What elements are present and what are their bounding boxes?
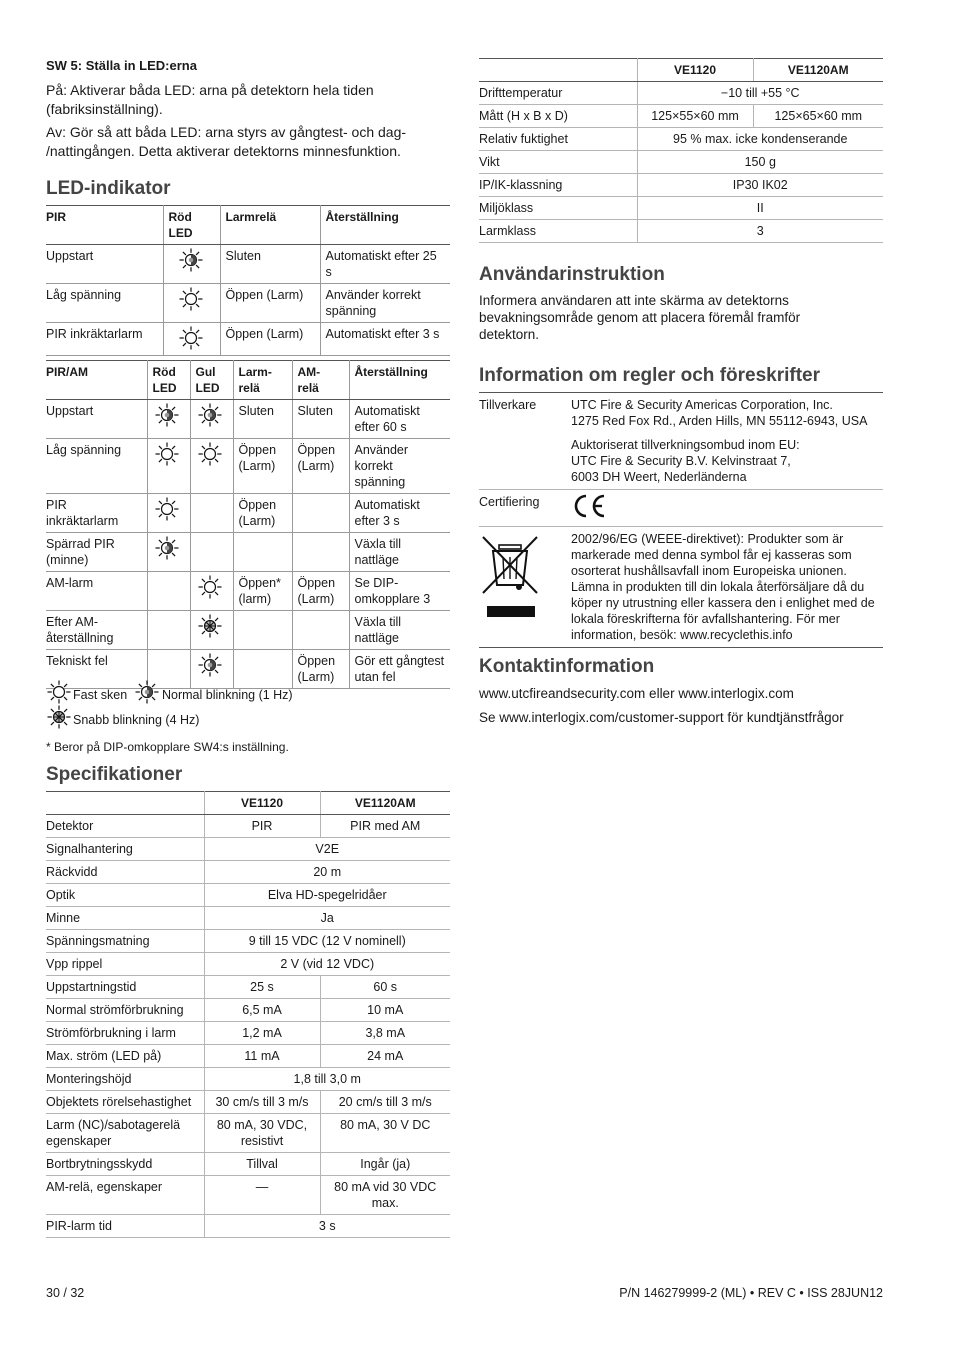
spec-value-ve1120: Tillval: [204, 1153, 320, 1176]
spec-value: Ja: [204, 907, 450, 930]
weee-bin-icon: [479, 531, 541, 621]
spec-value-ve1120: 125×55×60 mm: [637, 105, 753, 128]
alarm-relay-cell: Öppen (Larm): [220, 284, 320, 323]
spec-label: Max. ström (LED på): [46, 1045, 204, 1068]
col-header: Röd LED: [147, 361, 190, 400]
alarm-relay-cell: Sluten: [233, 400, 292, 439]
table-row: [46, 572, 450, 611]
spec-label: Larm (NC)/sabotagerelä egenskaper: [46, 1114, 204, 1153]
spec-value-ve1120am: 125×65×60 mm: [753, 105, 883, 128]
table-row: [46, 284, 450, 323]
table-row: [46, 245, 450, 284]
table-row: [46, 861, 450, 884]
row-label: Låg spänning: [46, 284, 163, 323]
spec-value: 1,8 till 3,0 m: [204, 1068, 450, 1091]
sw5-off-text: Av: Gör så att båda LED: arna styrs av gångtest- och dag- /nattingången. Detta aktiverar detektorns minnesfunktion.: [46, 124, 407, 159]
reset-cell: Använder korrekt spänning: [349, 439, 450, 494]
table-row: [46, 400, 450, 439]
spec-value-ve1120: 80 mA, 30 VDC, resistivt: [204, 1114, 320, 1153]
spec-label: AM-relä, egenskaper: [46, 1176, 204, 1215]
alarm-relay-cell: Sluten: [220, 245, 320, 284]
spec-value-ve1120am: 60 s: [320, 976, 450, 999]
specs-heading: Specifikationer: [46, 764, 183, 785]
alarm-relay-cell: [233, 533, 292, 572]
col-header: PIR/AM: [46, 361, 147, 400]
table-row: [479, 174, 883, 197]
am-relay-cell: Öppen (Larm): [292, 650, 349, 689]
col-header: Återställning: [349, 361, 450, 400]
red-led-cell: [163, 323, 220, 356]
spec-label: Bortbrytningsskydd: [46, 1153, 204, 1176]
table-row: [46, 976, 450, 999]
spec-label: Relativ fuktighet: [479, 128, 637, 151]
page-number: 30 / 32: [46, 1286, 85, 1300]
manufacturer-line: 1275 Red Fox Rd., Arden Hills, MN 55112-6943, USA: [571, 414, 868, 428]
table-row: [46, 1068, 450, 1091]
row-label: AM-larm: [46, 572, 147, 611]
user-heading: Användarinstruktion: [479, 264, 665, 285]
spec-value: V2E: [204, 838, 450, 861]
spec-value-ve1120: 30 cm/s till 3 m/s: [204, 1091, 320, 1114]
table-row: [46, 611, 450, 650]
red-led-cell: [147, 400, 190, 439]
spec-value-ve1120: 6,5 mA: [204, 999, 320, 1022]
led-solid-icon: [178, 286, 204, 312]
col-header: [46, 792, 204, 815]
legend-fast: Snabb blinkning (4 Hz): [73, 713, 200, 727]
spec-value-ve1120am: 10 mA: [320, 999, 450, 1022]
spec-label: Uppstartningstid: [46, 976, 204, 999]
am-relay-cell: Öppen (Larm): [292, 439, 349, 494]
part-number: P/N 146279999-2 (ML) • REV C • ISS 28JUN12: [619, 1286, 883, 1300]
spec-value: 3: [637, 220, 883, 243]
spec-label: Objektets rörelsehastighet: [46, 1091, 204, 1114]
table-row: [479, 197, 883, 220]
spec-value-ve1120am: 80 mA vid 30 VDC max.: [320, 1176, 450, 1215]
sw5-title: SW 5: Ställa in LED:erna: [46, 58, 197, 73]
col-header: Återställning: [320, 206, 450, 245]
reset-cell: Gör ett gångtest utan fel: [349, 650, 450, 689]
led-solid-icon: [178, 325, 204, 351]
eu-rep-line: 6003 DH Weert, Nederländerna: [571, 470, 747, 484]
led-heading: LED-indikator: [46, 178, 171, 199]
table-row: [46, 999, 450, 1022]
spec-value-ve1120: 1,2 mA: [204, 1022, 320, 1045]
red-led-cell: [147, 611, 190, 650]
spec-label: Spänningsmatning: [46, 930, 204, 953]
col-header: VE1120: [637, 59, 753, 82]
spec-value: II: [637, 197, 883, 220]
spec-value-ve1120am: 80 mA, 30 V DC: [320, 1114, 450, 1153]
table-row: [46, 439, 450, 494]
reset-cell: Se DIP- omkopplare 3: [349, 572, 450, 611]
yellow-led-cell: [190, 439, 233, 494]
row-label: Efter AM- återställning: [46, 611, 147, 650]
row-label: Spärrad PIR (minne): [46, 533, 147, 572]
red-led-cell: [147, 533, 190, 572]
spec-value: 20 m: [204, 861, 450, 884]
spec-value: 150 g: [637, 151, 883, 174]
regs-table: [479, 392, 883, 648]
spec-value: 2 V (vid 12 VDC): [204, 953, 450, 976]
spec-value-ve1120: 25 s: [204, 976, 320, 999]
spec-label: Mått (H x B x D): [479, 105, 637, 128]
table-row: [46, 930, 450, 953]
yellow-led-cell: [190, 400, 233, 439]
ce-mark-icon: [571, 494, 607, 518]
led-solid-icon: [46, 679, 72, 705]
spec-value: 9 till 15 VDC (12 V nominell): [204, 930, 450, 953]
spec-value: Elva HD-spegelridåer: [204, 884, 450, 907]
table-row: [46, 953, 450, 976]
table-row: [46, 1022, 450, 1045]
weee-symbol: [479, 527, 571, 648]
led-fast-icon: [46, 704, 72, 730]
regs-heading: Information om regler och föreskrifter: [479, 365, 821, 386]
table-row: [46, 1153, 450, 1176]
spec-label: Strömförbrukning i larm: [46, 1022, 204, 1045]
reset-cell: Använder korrekt spänning: [320, 284, 450, 323]
table-row: [46, 323, 450, 356]
yellow-led-cell: [190, 533, 233, 572]
alarm-relay-cell: [233, 611, 292, 650]
table-row: [46, 1176, 450, 1215]
spec-value: 3 s: [204, 1215, 450, 1238]
environment-table: [479, 58, 883, 243]
spec-value-ve1120: —: [204, 1176, 320, 1215]
col-header: [479, 59, 637, 82]
yellow-led-cell: [190, 572, 233, 611]
spec-label: Monteringshöjd: [46, 1068, 204, 1091]
col-header: Larm- relä: [233, 361, 292, 400]
eu-rep-line: Auktoriserat tillverkningsombud inom EU:: [571, 438, 800, 452]
reset-cell: Automatiskt efter 60 s: [349, 400, 450, 439]
spec-value-ve1120am: PIR med AM: [320, 815, 450, 838]
alarm-relay-cell: Öppen* (larm): [233, 572, 292, 611]
table-row: [479, 220, 883, 243]
led-solid-icon: [154, 441, 180, 467]
am-relay-cell: [292, 494, 349, 533]
led-blink-icon: [197, 652, 223, 678]
row-label: PIR inkräktarlarm: [46, 323, 163, 356]
reset-cell: Automatiskt efter 3 s: [349, 494, 450, 533]
spec-label: Vikt: [479, 151, 637, 174]
manufacturer-label: Tillverkare: [479, 393, 571, 490]
col-header: VE1120: [204, 792, 320, 815]
col-header: Röd LED: [163, 206, 220, 245]
manufacturer-line: UTC Fire & Security Americas Corporation, Inc.: [571, 398, 833, 412]
row-label: Tekniskt fel: [46, 650, 147, 689]
col-header: PIR: [46, 206, 163, 245]
table-row: [46, 1215, 450, 1238]
led-solid-icon: [154, 496, 180, 522]
col-header: AM- relä: [292, 361, 349, 400]
contact-heading: Kontaktinformation: [479, 656, 655, 677]
led-fast-icon: [197, 613, 223, 639]
spec-label: Vpp rippel: [46, 953, 204, 976]
am-relay-cell: Öppen (Larm): [292, 572, 349, 611]
user-text: Informera användaren att inte skärma av detektorns bevakningsområde genom att placera föremål framför detektorn.: [479, 293, 801, 342]
reset-cell: Växla till nattläge: [349, 533, 450, 572]
row-label: Uppstart: [46, 400, 147, 439]
am-relay-cell: [292, 533, 349, 572]
sw5-on-text: På: Aktiverar båda LED: arna på detektorn hela tiden (fabriksinställning).: [46, 82, 374, 117]
reset-cell: Automatiskt efter 3 s: [320, 323, 450, 356]
spec-value-ve1120: PIR: [204, 815, 320, 838]
table-row: [479, 105, 883, 128]
legend-solid: Fast sken: [73, 688, 128, 702]
col-header: VE1120AM: [320, 792, 450, 815]
spec-label: PIR-larm tid: [46, 1215, 204, 1238]
led-footnote: * Beror på DIP-omkopplare SW4:s inställning.: [46, 740, 289, 754]
spec-label: Miljöklass: [479, 197, 637, 220]
row-label: PIR inkräktarlarm: [46, 494, 147, 533]
led-blink-icon: [154, 402, 180, 428]
spec-label: Detektor: [46, 815, 204, 838]
spec-value: IP30 IK02: [637, 174, 883, 197]
spec-value-ve1120am: 24 mA: [320, 1045, 450, 1068]
am-relay-cell: [292, 611, 349, 650]
alarm-relay-cell: Öppen (Larm): [220, 323, 320, 356]
spec-value-ve1120am: 20 cm/s till 3 m/s: [320, 1091, 450, 1114]
spec-value-ve1120am: Ingår (ja): [320, 1153, 450, 1176]
spec-label: Drifttemperatur: [479, 82, 637, 105]
table-row: [46, 884, 450, 907]
specs-table: [46, 791, 450, 1238]
led-blink-icon: [197, 402, 223, 428]
table-row: [479, 151, 883, 174]
col-header: Larmrelä: [220, 206, 320, 245]
manufacturer-info: [571, 393, 883, 490]
alarm-relay-cell: Öppen (Larm): [233, 439, 292, 494]
weee-text: 2002/96/EG (WEEE-direktivet): Produkter som är markerade med denna symbol får ej kasseras som osorterat hushållsavfall inom Europeiska unionen. Lämna in produkten till din lokala återförsäljare då du köper ny utrustning eller kassera den i enlighet med de lokala föreskrifterna för avfallshantering. För mer information, besök: www.recyclethis.info: [571, 527, 883, 648]
red-led-cell: [163, 245, 220, 284]
led-table-pir: [46, 205, 450, 356]
led-solid-icon: [197, 574, 223, 600]
led-solid-icon: [197, 441, 223, 467]
led-table-pir-am: [46, 360, 450, 689]
spec-value: −10 till +55 °C: [637, 82, 883, 105]
table-row: [46, 1091, 450, 1114]
am-relay-cell: Sluten: [292, 400, 349, 439]
led-blink-icon: [178, 247, 204, 273]
led-blink-icon: [134, 679, 160, 705]
led-blink-icon: [154, 535, 180, 561]
spec-value-ve1120: 11 mA: [204, 1045, 320, 1068]
spec-label: Optik: [46, 884, 204, 907]
reset-cell: Automatiskt efter 25 s: [320, 245, 450, 284]
certification-label: Certifiering: [479, 490, 571, 527]
alarm-relay-cell: Öppen (Larm): [233, 494, 292, 533]
contact-web[interactable]: www.utcfireandsecurity.com eller www.interlogix.com: [479, 686, 794, 701]
spec-label: Signalhantering: [46, 838, 204, 861]
red-led-cell: [147, 494, 190, 533]
spec-label: Minne: [46, 907, 204, 930]
table-row: [46, 838, 450, 861]
spec-label: IP/IK-klassning: [479, 174, 637, 197]
yellow-led-cell: [190, 494, 233, 533]
reset-cell: Växla till nattläge: [349, 611, 450, 650]
red-led-cell: [163, 284, 220, 323]
ce-mark: [571, 490, 883, 527]
table-row: [46, 1114, 450, 1153]
row-label: Låg spänning: [46, 439, 147, 494]
eu-rep-line: UTC Fire & Security B.V. Kelvinstraat 7,: [571, 454, 791, 468]
legend-blink: Normal blinkning (1 Hz): [162, 688, 293, 702]
table-row: [46, 494, 450, 533]
red-led-cell: [147, 572, 190, 611]
red-led-cell: [147, 439, 190, 494]
spec-label: Normal strömförbrukning: [46, 999, 204, 1022]
table-row: [46, 533, 450, 572]
table-row: [479, 82, 883, 105]
contact-support[interactable]: Se www.interlogix.com/customer-support för kundtjänstfrågor: [479, 710, 844, 725]
table-row: [46, 907, 450, 930]
table-row: [46, 1045, 450, 1068]
table-row: [46, 815, 450, 838]
col-header: VE1120AM: [753, 59, 883, 82]
col-header: Gul LED: [190, 361, 233, 400]
table-row: [479, 128, 883, 151]
yellow-led-cell: [190, 611, 233, 650]
row-label: Uppstart: [46, 245, 163, 284]
spec-value: 95 % max. icke kondenserande: [637, 128, 883, 151]
spec-label: Räckvidd: [46, 861, 204, 884]
spec-label: Larmklass: [479, 220, 637, 243]
spec-value-ve1120am: 3,8 mA: [320, 1022, 450, 1045]
